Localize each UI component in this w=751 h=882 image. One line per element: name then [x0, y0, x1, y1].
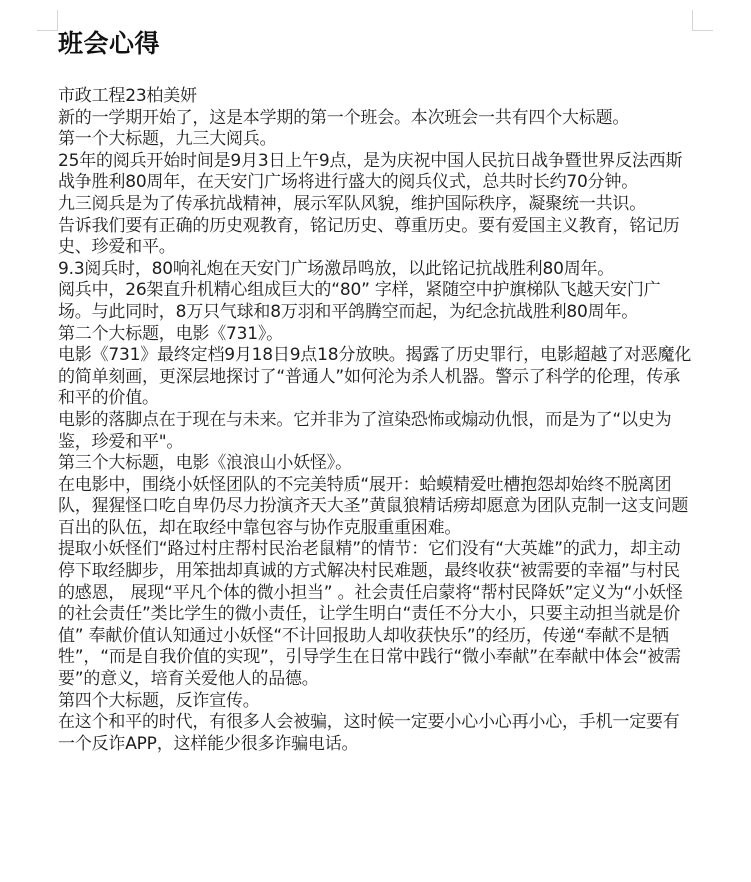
page-corner-mark-top-left — [37, 10, 58, 31]
paragraph: 电影《731》最终定档9月18日9点18分放映。揭露了历史罪行，电影超越了对恶魔化的简单刻画，更深层地探讨了“普通人”如何沦为杀人机器。警示了科学的伦理，传承和平的价值。 — [58, 345, 692, 409]
paragraph: 在电影中，围绕小妖怪团队的不完美特质“展开：蛤蟆精爱吐槽抱怨却始终不脱离团队，猩猩怪口吃自卑仍尽力扮演齐天大圣”黄鼠狼精话痨却愿意为团队克制一这支问题百出的队伍，却在取经中靠包容与协作克服重重困难。 — [58, 474, 689, 538]
paragraph: 9.3阅兵时，80响礼炮在天安门广场激昂鸣放，以此铭记抗战胜利80周年。 — [58, 258, 615, 279]
paragraph: 提取小妖怪们“路过村庄帮村民治老鼠精”的情节：它们没有“大英雄”的武力，却主动停下取经脚步，用笨拙却真诚的方式解决村民难题，最终收获“被需要的幸福”与村民的感恩， 展现“平凡个体的微小担当” 。社会责任启蒙将“帮村民降妖”定义为“小妖怪的社会责任”类比学生的微小责任，让学生明白“责任不分大小，只要主动担当就是价值” 奉献价值认知通过小妖怪“不计回报助人却收获快乐”的经历，传递“奉献不是牺牲”，“而是自我价值的实现”，引导学生在日常中践行“微小奉献”在奉献中体会“被需要”的意义，培育关爱他人的品德。 — [58, 539, 683, 690]
page-corner-mark-top-right — [692, 10, 713, 31]
section-heading-2: 第二个大标题，电影《731》。 — [58, 323, 283, 344]
section-heading-3: 第三个大标题，电影《浪浪山小妖怪》。 — [58, 453, 352, 474]
paragraph: 25年的阅兵开始时间是9月3日上午9点，是为庆祝中国人民抗日战争暨世界反法西斯战争胜利80周年，在天安门广场将进行盛大的阅兵仪式，总共时长约70分钟。 — [58, 150, 683, 193]
document-page — [58, 28, 692, 755]
paragraph-intro: 新的一学期开始了，这是本学期的第一个班会。本次班会一共有四个大标题。 — [58, 107, 630, 128]
paragraph: 在这个和平的时代，有很多人会被骗，这时候一定要小心小心再小心，手机一定要有一个反诈APP，这样能少很多诈骗电话。 — [58, 712, 680, 754]
paragraph: 电影的落脚点在于现在与未来。它并非为了渲染恐怖或煽动仇恨，而是为了“以史为鉴，珍爱和平"。 — [58, 409, 672, 452]
document-title: 班会心得 — [58, 29, 161, 58]
author-line: 市政工程23柏美妍 — [58, 86, 197, 106]
paragraph: 告诉我们要有正确的历史观教育，铭记历史、尊重历史。要有爱国主义教育，铭记历史、珍爱和平。 — [58, 215, 680, 258]
paragraph: 阅兵中，26架直升机精心组成巨大的“80” 字样，紧随空中护旗梯队飞越天安门广场。与此同时，8万只气球和8万羽和平鸽腾空而起，为纪念抗战胜利80周年。 — [58, 280, 661, 322]
paragraph: 九三阅兵是为了传承抗战精神，展示军队风貌，维护国际秩序，凝聚统一共识。 — [58, 193, 646, 214]
section-heading-1: 第一个大标题，九三大阅兵。 — [58, 129, 277, 150]
section-heading-4: 第四个大标题，反诈宣传。 — [58, 690, 260, 711]
